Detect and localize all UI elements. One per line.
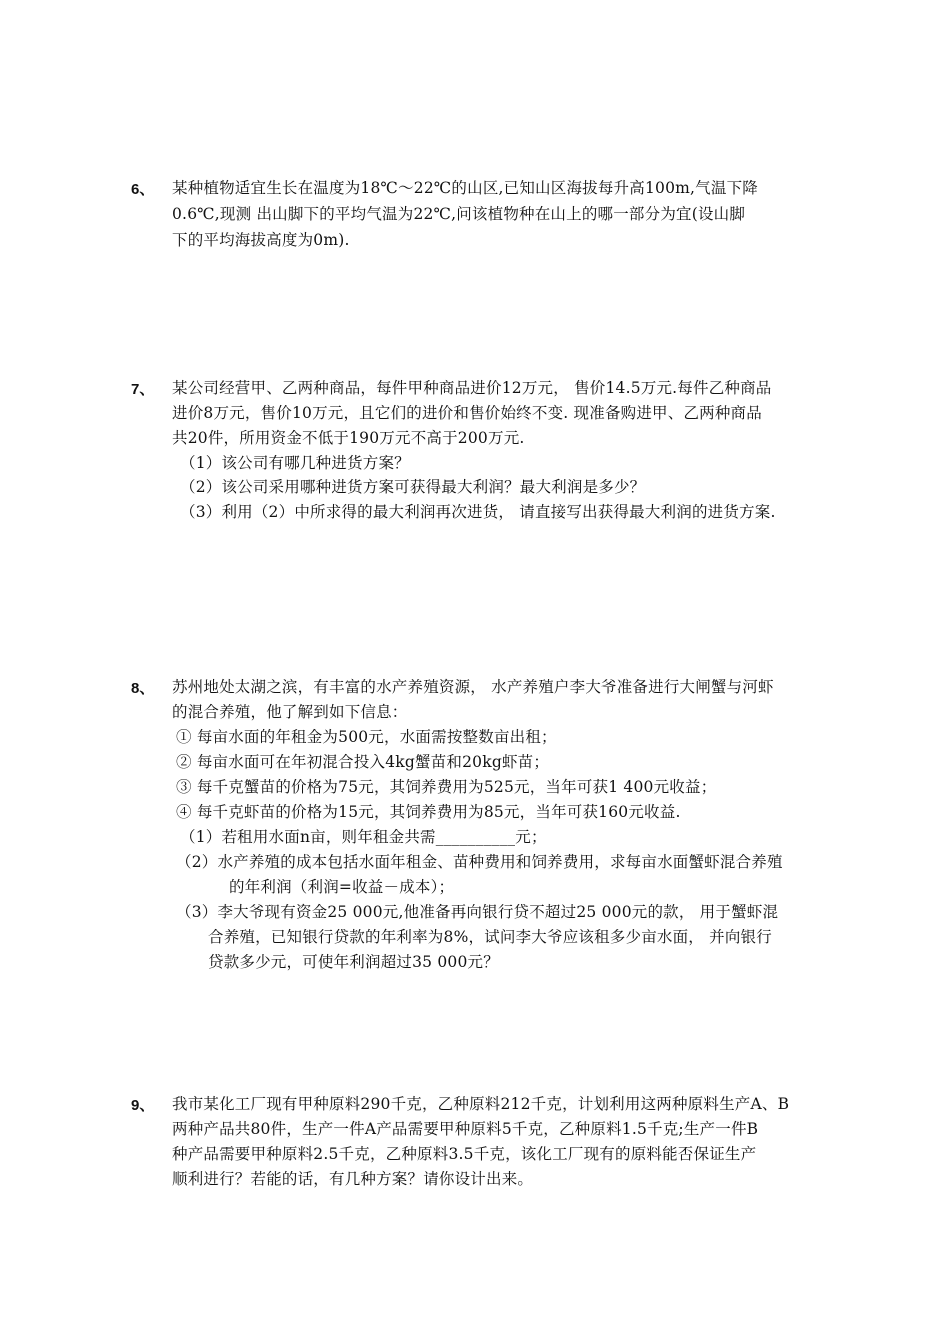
question-text-line: 两种产品共80件，生产一件A产品需要甲种原料5千克，乙种原料1.5千克;生产一件B: [172, 1120, 759, 1138]
info-item: ② 每亩水面可在年初混合投入4kg蟹苗和20kg虾苗；: [176, 753, 550, 771]
question-text-line: 苏州地处太湖之滨，有丰富的水产养殖资源， 水产养殖户李大爷准备进行大闸蟹与河虾: [172, 678, 774, 696]
info-item: ④ 每千克虾苗的价格为15元，其饲养费用为85元，当年可获160元收益.: [176, 803, 681, 821]
question-text-line: 进价8万元，售价10万元，且它们的进价和售价始终不变. 现准备购进甲、乙两种商品: [172, 404, 762, 422]
sub-question: （1）若租用水面n亩，则年租金共需__________元；: [180, 828, 547, 846]
question-text-line: 共20件，所用资金不低于190万元不高于200万元.: [172, 429, 525, 447]
question-number: 8、: [131, 680, 155, 697]
info-item: ③ 每千克蟹苗的价格为75元，其饲养费用为525元，当年可获1 400元收益；: [176, 778, 717, 796]
sub-question-continuation: 贷款多少元，可使年利润超过35 000元？: [208, 953, 499, 971]
question-number: 6、: [131, 181, 155, 198]
question-text-line: 种产品需要甲种原料2.5千克，乙种原料3.5千克，该化工厂现有的原料能否保证生产: [172, 1145, 757, 1163]
question-text-line: 我市某化工厂现有甲种原料290千克，乙种原料212千克，计划利用这两种原料生产A、B: [172, 1095, 790, 1113]
question-text-line: 的混合养殖，他了解到如下信息：: [172, 703, 408, 721]
question-text-line: 某公司经营甲、乙两种商品，每件甲种商品进价12万元， 售价14.5万元.每件乙种商品: [172, 379, 772, 397]
question-number: 9、: [131, 1097, 155, 1114]
sub-question-continuation: 的年利润（利润=收益－成本）；: [229, 878, 455, 896]
question-text-line: 下的平均海拔高度为0m).: [172, 231, 350, 249]
sub-question: （2）水产养殖的成本包括水面年租金、苗种费用和饲养费用，求每亩水面蟹虾混合养殖: [176, 853, 783, 871]
question-text-line: 某种植物适宜生长在温度为18℃～22℃的山区,已知山区海拔每升高100m,气温下降: [172, 179, 758, 197]
sub-question: （2）该公司采用哪种进货方案可获得最大利润？最大利润是多少？: [180, 478, 646, 496]
question-number: 7、: [131, 381, 155, 398]
info-item: ① 每亩水面的年租金为500元，水面需按整数亩出租；: [176, 728, 557, 746]
sub-question: （3）利用（2）中所求得的最大利润再次进货， 请直接写出获得最大利润的进货方案.: [180, 503, 776, 521]
sub-question: （1）该公司有哪几种进货方案？: [180, 454, 410, 472]
sub-question-continuation: 合养殖，已知银行贷款的年利率为8%，试问李大爷应该租多少亩水面， 并向银行: [208, 928, 772, 946]
question-text-line: 顺利进行？若能的话，有几种方案？请你设计出来。: [172, 1170, 534, 1188]
question-text-line: 0.6℃,现测 出山脚下的平均气温为22℃,问该植物种在山上的哪一部分为宜(设山脚: [172, 205, 746, 223]
sub-question: （3）李大爷现有资金25 000元,他准备再向银行贷不超过25 000元的款， 用于蟹虾混: [176, 903, 779, 921]
